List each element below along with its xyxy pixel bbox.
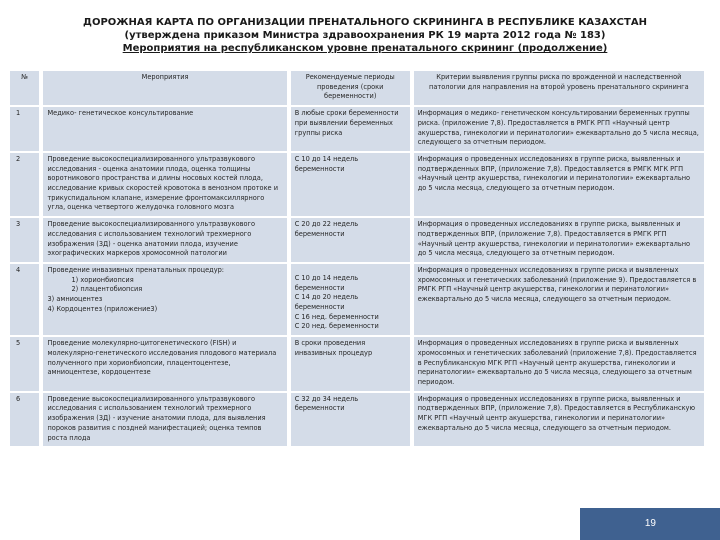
row-period: В сроки проведения инвазивных процедур bbox=[289, 336, 412, 392]
header-num: № bbox=[10, 71, 41, 106]
table-row bbox=[10, 336, 706, 392]
row-activity: Проведение молекулярно-цитогенетического (FISH) и молекулярно-генетического исследования плодового материала полученного при хорионбиопсии, плацентоцентезе, амниоцентезе, кордоцентезе bbox=[41, 336, 288, 392]
row-num: 2 bbox=[10, 152, 41, 217]
activity-line: 2) плацентобиопсия bbox=[71, 285, 143, 294]
row-num: 6 bbox=[10, 392, 41, 448]
activity-line: 3) амниоцентез bbox=[47, 295, 103, 304]
period-line: С 20 нед. беременности bbox=[294, 322, 379, 331]
row-num: 5 bbox=[10, 336, 41, 392]
activity-line: Проведение инвазивных пренатальных процедур: bbox=[47, 265, 225, 274]
activity-line: 1) хорионбиопсия bbox=[71, 275, 134, 284]
row-period: В любые сроки беременности при выявлении беременных группы риска bbox=[289, 106, 412, 152]
row-criteria: Информация о проведенных исследованиях в группе риска, выявленных и подтвержденных ВПР, (приложение 7,8). Предоставляется в РМГК МГК РГП «Научный центр акушерства, гинекологии и перинатологии» ежеквартально до 5 числа месяца, следующего за отчетным периодом. bbox=[412, 152, 706, 217]
period-line: С 10 до 14 недель беременности bbox=[294, 273, 359, 292]
row-criteria: Информация о проведенных исследованиях в группе риска, выявленных и подтвержденных ВПР, (приложение 7,8). Предоставляется в РМГК РГП «Научный центр акушерства, гинекологии и перинатологии» ежеквартально до 5 числа месяца, следующего за отчетным периодом. bbox=[412, 217, 706, 263]
title-line-3: Мероприятия на республиканском уровне пренатального скрининг (продолжение) bbox=[122, 43, 608, 54]
table-row bbox=[10, 106, 706, 152]
period-line: С 16 нед. беременности bbox=[294, 312, 379, 321]
activity-line: 4) Кордоцентез (приложение3) bbox=[47, 304, 158, 313]
title-line-1: ДОРОЖНАЯ КАРТА ПО ОРГАНИЗАЦИИ ПРЕНАТАЛЬНОГО СКРИНИНГА В РЕСПУБЛИКЕ КАЗАХСТАН bbox=[83, 17, 647, 28]
row-period: С 20 до 22 недель беременности bbox=[289, 217, 412, 263]
row-num: 3 bbox=[10, 217, 41, 263]
row-period: С 32 до 34 недель беременности bbox=[289, 392, 412, 448]
row-period: С 10 до 14 недель беременности bbox=[289, 152, 412, 217]
row-criteria: Информация о проведенных исследованиях в группе риска и выявленных хромосомных и генетических заболеваний (приложение 7,8). Предоставляется в Республиканскую МГК РГП «Научный центр акушерства, гинекологии и перинатологии» ежеквартально до 5 числа месяца, следующего за отчетным периодом. bbox=[412, 336, 706, 392]
row-activity: Медико- генетическое консультирование bbox=[41, 106, 288, 152]
table-row bbox=[10, 263, 706, 336]
row-period bbox=[289, 263, 412, 336]
header-activity: Мероприятия bbox=[41, 71, 288, 106]
footer-strip bbox=[0, 508, 580, 540]
table-row bbox=[10, 217, 706, 263]
roadmap-table bbox=[10, 71, 708, 448]
row-criteria: Информация о проведенных исследованиях в группе риска, выявленных и подтвержденных ВПР, (приложение 7,8). Предоставляется в Республиканскую МГК РГП «Научный центр акушерства, гинекологии и перинатологии» ежеквартально до 5 числа месяца, следующего за отчетным периодом. bbox=[412, 392, 706, 448]
footer-bar bbox=[580, 508, 720, 540]
header-period: Рекомендуемые периоды проведения (сроки беременности) bbox=[289, 71, 412, 106]
row-activity bbox=[41, 263, 288, 336]
row-criteria: Информация о медико- генетическом консультировании беременных группы риска. (приложение 7,8). Предоставляется в РМГК РГП «Научный центр акушерства, гинекологии и перинатологии» ежеквартально до 5 числа месяца, следующего за отчетным периодом. bbox=[412, 106, 706, 152]
table-header-row bbox=[10, 71, 706, 106]
document-title bbox=[40, 16, 690, 55]
row-activity: Проведение высокоспециализированного ультразвукового исследования с использованием технологий трехмерного изображения (3Д) - изучение анатомии плода, для выявления пороков развития с поздней манифестацией; оценка темпов роста плода bbox=[41, 392, 288, 448]
table-row bbox=[10, 392, 706, 448]
slide-number: 19 bbox=[644, 518, 656, 529]
row-activity: Проведение высокоспециализированного ультразвукового исследования с использованием технологий трехмерного изображения (3Д) - оценка анатомии плода, изучение эхографических маркеров хромосомной патологии bbox=[41, 217, 288, 263]
table-row bbox=[10, 152, 706, 217]
header-criteria: Критерии выявления группы риска по врожденной и наследственной патологии для направления на второй уровень пренатального скрининга bbox=[412, 71, 706, 106]
row-criteria: Информация о проведенных исследованиях в группе риска и выявленных хромосомных и генетических заболеваний (приложение 9). Предоставляется в РМГК РГП «Научный центр акушерства, гинекологии и перинатологии» ежеквартально до 5 числа месяца, следующего за отчетным периодом. bbox=[412, 263, 706, 336]
row-num: 4 bbox=[10, 263, 41, 336]
period-line: С 14 до 20 недель беременности bbox=[294, 293, 359, 312]
row-activity: Проведение высокоспециализированного ультразвукового исследования - оценка анатомии плода, оценка толщины воротникового пространства и длины носовых костей плода, исследование кривых скоростей кровотока в венозном протоке и трикуспидальном клапане, измерение фронтомаксиллярного угла, оценка четвертого желудочка головного мозга bbox=[41, 152, 288, 217]
title-line-2: (утверждена приказом Министра здравоохранения РК 19 марта 2012 года № 183) bbox=[124, 30, 606, 41]
row-num: 1 bbox=[10, 106, 41, 152]
